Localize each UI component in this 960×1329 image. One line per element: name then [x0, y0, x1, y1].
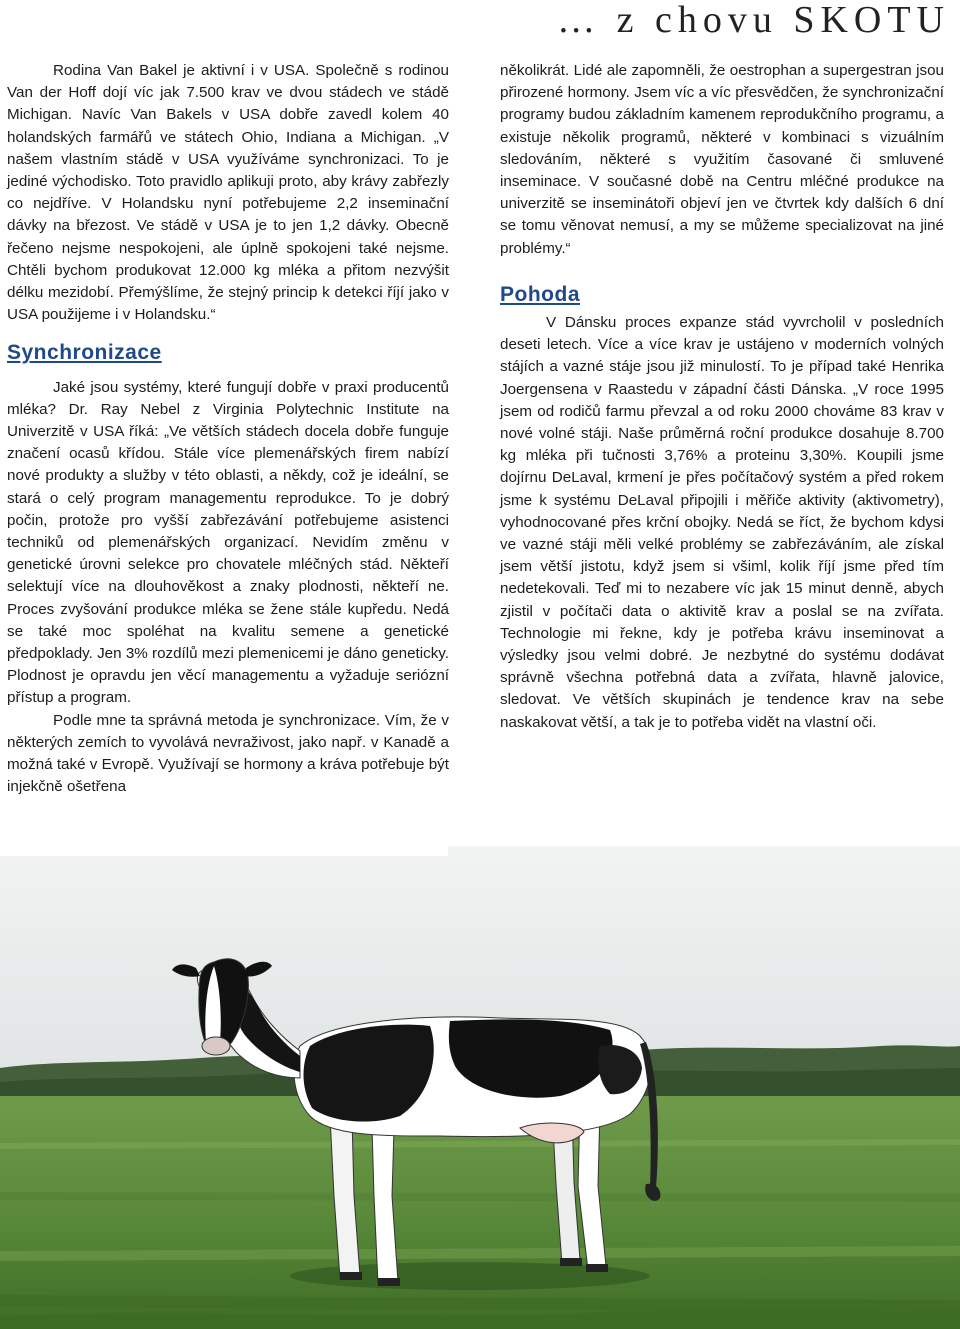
synchronizace-paragraph-1: Jaké jsou systémy, které fungují dobře v praxi producentů mléka? Dr. Ray Nebel z Virginia Polytechnic Institute na Univerzitě v USA říká: „Ve větších stádech docela dobře funguje značení ocasů křídou. Stále více plemenářských firem nabízí nové produkty a služby v této oblasti, a někdy, což je ideální, se stará o celý program managementu reprodukce. To je dobrý počin, protože pro vyšší zabřezávání potřebujeme asistenci techniků od plemenářských organizací. Nevidím změnu v genetické úrovni selekce pro chovatele mléčných stád. Někteří selektují více na dlouhověkost a znaky plodnosti, někteří ne. Proces zvyšování produkce mléka se žene stále kupředu. Nedá se také moc spoléhat na kvalitu semene a genetické předpoklady. Jen 3% rozdílů mezi plemenicemi je dáno geneticky. Plodnost je opravdu jen věcí managementu a vyžaduje seriózní přístup a program.	[7, 378, 449, 707]
pohoda-paragraph: V Dánsku proces expanze stád vyvrcholil v posledních deseti letech. Více a více krav je ustájeno v moderních volných stájích a vazné stáje jsou již minulostí. To je případ také Henrika Joergensena v Raastedu v západní části Dánska. „V roce 1995 jsem od rodičů farmu převzal a od roku 2000 chováme 83 krav v nové volné stáji. Naše průměrná roční produkce dosahuje 8.700 kg mléka při tučnosti 3,76% a proteinu 3,30%. Koupili jsme dojírnu DeLaval, krmení je přes počítačový systém a před rokem jsme k systému DeLaval připojili i měřiče aktivity (aktivometry), vyhodnocované přes krční obojky. Nedá se říct, že bychom kdysi ve vazné stáji měli velké problémy se zabřezáváním, ale získal jsem větší jistotu, když jsem si všiml, kolik říjí jsme před tím nedetekovali. Teď mi to nezabere víc jak 15 minut denně, abych zjistil v počítači data o aktivitě krav a poslal se na zvířata. Technologie mi řekne, kdy je potřeba krávu inseminovat a výsledky jsou velmi dobré. Je nezbytné do systému dodávat správně všechna potřebná data a zvířata, hlavně jalovice, sledovat. Ve větších skupinách je tendence krav na sebe naskakovat větší, a tak je to potřeba vidět na vlastní oči.	[500, 314, 944, 731]
continuation-paragraph: několikrát. Lidé ale zapomněli, že oestrophan a supergestran jsou přirozené hormony. Jsem víc a víc přesvědčen, že synchronizační programy budou základním kamenem reprodukčního programu, a existuje několik programů, některé v kombinaci s vizuálním sledováním, některé s využitím časované či smluvené inseminace. V současné době na Centru mléčné produkce na univerzitě se inseminátoři objeví jen ve čtvrtek kdy dalších 6 dní se tomu věnovat nemusí, a my se můžeme specializovat na jiné problémy.“	[500, 62, 944, 257]
section-heading-synchronizace: Synchronizace	[7, 341, 162, 365]
page-header: … z chovu SKOTU	[557, 0, 950, 41]
left-column	[7, 60, 449, 799]
section-heading-pohoda: Pohoda	[500, 282, 580, 306]
right-column	[500, 60, 944, 734]
intro-paragraph: Rodina Van Bakel je aktivní i v USA. Společně s rodinou Van der Hoff dojí víc jak 7.500 krav ve dvou stádech ve stádě Michigan. Navíc Van Bakels v USA dobře zavedl kolem 40 holandských farmářů ve státech Ohio, Indiana a Michigan. „V našem vlastním stádě v USA využíváme synchronizaci. To je jediné východisko. Toto pravidlo aplikuji proto, aby krávy zabřezly co nejdříve. V Holandsku nyní potřebujeme 2,2 inseminační dávky na březost. Ve stádě v USA je to jen 1,2 dávky. Obecně řečeno nejsme nespokojeni, ale úplně spokojeni také nejsme. Chtěli bychom produkovat 12.000 kg mléka a přitom nezvýšit délku mezidobí. Přemýšlíme, že stejný princip k detekci říjí jako v USA použijeme i v Holandsku.“	[7, 62, 449, 324]
cow-illustration	[0, 846, 960, 1329]
synchronizace-paragraph-2: Podle mne ta správná metoda je synchronizace. Vím, že v některých zemích to vyvolává nevraživost, jako např. v Kanadě a možná také v Evropě. Využívají se hormony a kráva potřebuje být injekčně ošetřena	[7, 711, 449, 796]
text-mask	[0, 846, 448, 856]
cow-photo	[0, 846, 960, 1329]
